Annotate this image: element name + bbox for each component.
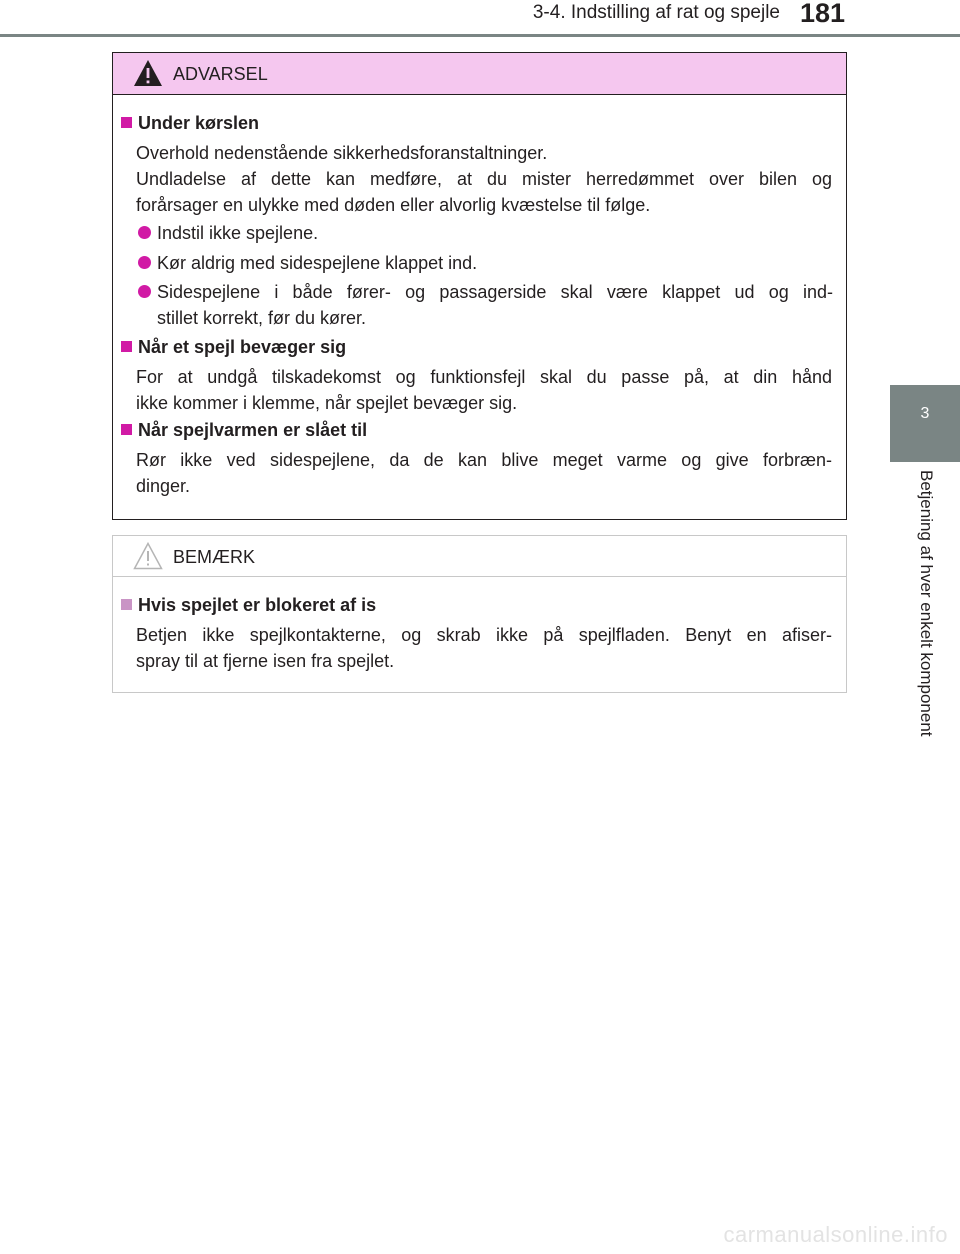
section-heading: Under kørslen: [121, 113, 259, 134]
page-number: 181: [800, 0, 846, 28]
caution-outline-icon: [133, 541, 163, 571]
round-bullet-icon: [138, 285, 151, 298]
warning-triangle-icon: [133, 58, 163, 88]
square-bullet-icon: [121, 424, 132, 435]
paragraph: Rør ikke ved sidespejlene, da de kan blive meget varme og give forbræn- dinger.: [136, 450, 832, 496]
chapter-title: Betjening af hver enkelt komponent: [917, 470, 936, 737]
paragraph: For at undgå tilskadekomst og funktionsfejl skal du passe på, at din hånd ikke kommer i klemme, når spejlet bevæger sig.: [136, 367, 832, 413]
warning-box: ADVARSEL Under kørslen Overhold nedenstående sikkerhedsforanstaltninger. Undladelse af dette kan medføre, at du mister herredømmet over bilen og forårsager en ulykke med døden eller alvorlig kvæstelse til følge. Indstil ikke spejlene. Kør aldrig med sidespejlene klappet ind. Sidespejlene i både fører- og passagerside skal være klappet ud og ind- stillet korrekt, før du kører. Når et spejl bevæger sig For at undgå tilskadekomst og funktionsfejl skal du passe på, at din hånd ikke kommer i klemme, når spejlet bevæger sig. Når spejlvarmen er slået til Rør ikke ved sidespejlene, da de kan blive meget varme og give forbræn- dinger.: [112, 52, 847, 520]
warning-label: ADVARSEL: [173, 64, 268, 84]
round-bullet-icon: [138, 226, 151, 239]
note-header: [113, 536, 846, 577]
round-bullet-icon: [138, 256, 151, 269]
paragraph: Overhold nedenstående sikkerhedsforanstaltninger. Undladelse af dette kan medføre, at du mister herredømmet over bilen og forårsager en ulykke med døden eller alvorlig kvæstelse til følge.: [136, 143, 832, 215]
section-title: 3-4. Indstilling af rat og spejle: [532, 2, 780, 23]
square-bullet-icon: [121, 341, 132, 352]
note-box: [112, 535, 847, 693]
chapter-number: 3: [920, 405, 930, 422]
chapter-tab: [890, 385, 960, 462]
watermark: carmanualsonline.info: [723, 1222, 948, 1247]
warning-header: [113, 53, 846, 95]
chapter-title-container: [890, 470, 960, 790]
paragraph: Betjen ikke spejlkontakterne, og skrab ikke på spejlfladen. Benyt en afiser- spray til at fjerne isen fra spejlet.: [136, 625, 832, 671]
section-heading: Når spejlvarmen er slået til: [121, 420, 367, 441]
header-rule: [0, 34, 960, 37]
section-heading: Når et spejl bevæger sig: [121, 337, 346, 358]
section-heading: Hvis spejlet er blokeret af is: [121, 595, 376, 616]
square-bullet-icon: [121, 117, 132, 128]
square-bullet-icon: [121, 599, 132, 610]
note-label: BEMÆRK: [173, 547, 256, 567]
